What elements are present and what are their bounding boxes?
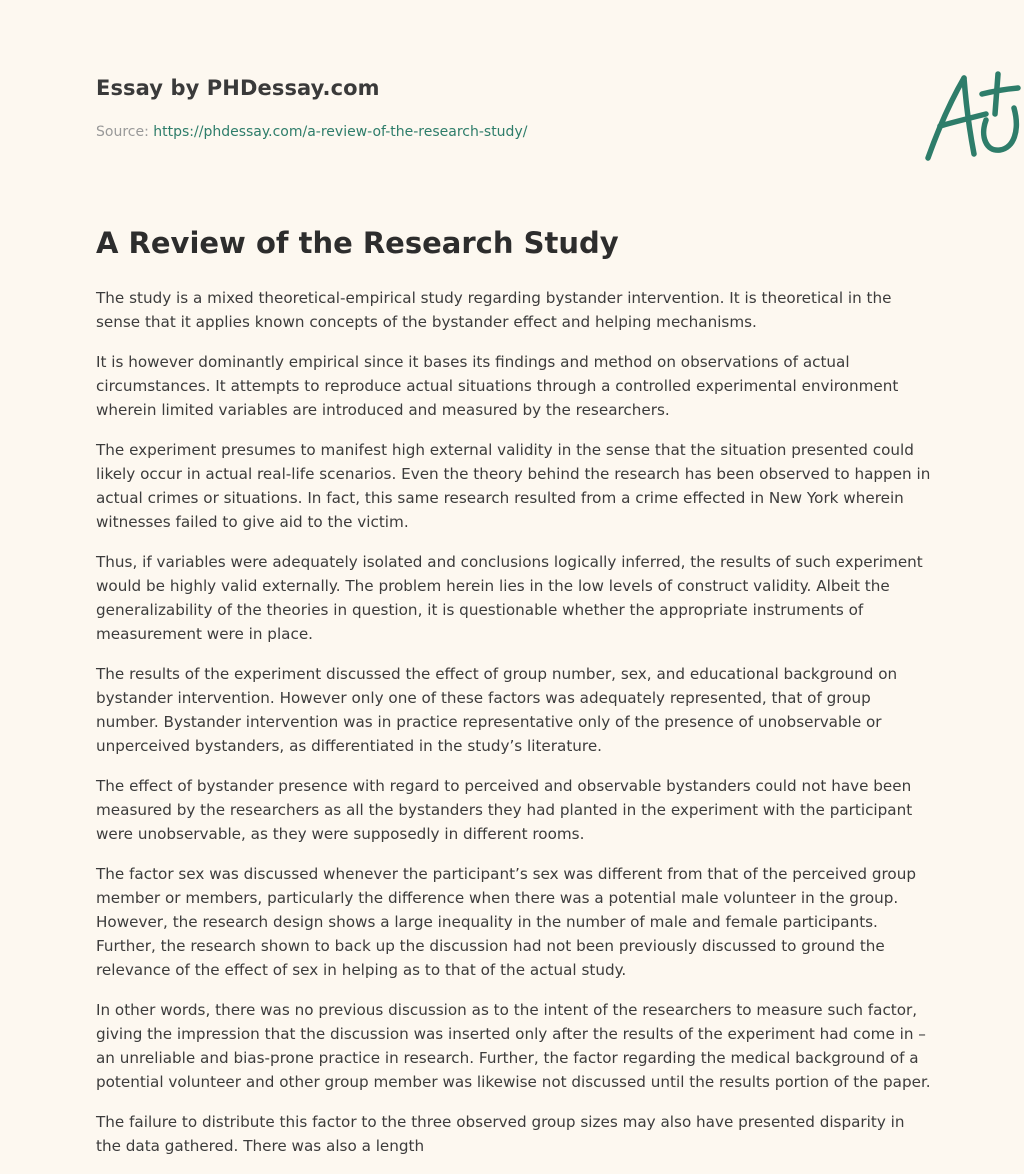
essay-paragraph: In other words, there was no previous discussion as to the intent of the researchers to measure such factor, giving the impression that the discussion was inserted only after the results of the experiment had come in – an unreliable and bias-prone practice in research. Further, the factor regarding the medical background of a potential volunteer and other group member was likewise not discussed until the results portion of the paper. xyxy=(96,1001,931,1091)
essay-paragraph: The effect of bystander presence with regard to perceived and observable bystanders could not have been measured by the researchers as all the bystanders they had planted in the experiment with the participant were unobservable, as they were supposedly in different rooms. xyxy=(96,777,913,843)
source-label: Source: xyxy=(96,124,154,140)
essay-paragraph: Thus, if variables were adequately isolated and conclusions logically inferred, the results of such experiment would be highly valid externally. The problem herein lies in the low levels of construct validity. Albeit the generalizability of the theories in question, it is questionable whether the appropriate instruments of measurement were in place. xyxy=(96,553,923,643)
essay-paragraph: The study is a mixed theoretical-empirical study regarding bystander intervention. It is theoretical in the sense that it applies known concepts of the bystander effect and helping mechanisms. xyxy=(96,289,892,331)
essay-title: A Review of the Research Study xyxy=(96,226,619,260)
source-link[interactable]: https://phdessay.com/a-review-of-the-research-study/ xyxy=(153,124,528,140)
source-line xyxy=(96,124,527,140)
essay-paragraph: The results of the experiment discussed the effect of group number, sex, and educational background on bystander intervention. However only one of these factors was adequately represented, that of group number. Bystander intervention was in practice representative only of the presence of unobservable or unperceived bystanders, as differentiated in the study’s literature. xyxy=(96,665,898,755)
essay-paragraph: It is however dominantly empirical since it bases its findings and method on observations of actual circumstances. It attempts to reproduce actual situations through a controlled experimental environment wherein limited variables are introduced and measured by the researchers. xyxy=(96,353,899,419)
site-title: Essay by PHDessay.com xyxy=(96,76,380,100)
essay-paragraph: The experiment presumes to manifest high external validity in the sense that the situation presented could likely occur in actual real-life scenarios. Even the theory behind the research has been observed to happen in actual crimes or situations. In fact, this same research resulted from a crime effected in New York wherein witnesses failed to give aid to the victim. xyxy=(96,441,931,531)
essay-paragraph: The failure to distribute this factor to the three observed group sizes may also have presented disparity in the data gathered. There was also a length xyxy=(96,1113,905,1155)
a-plus-logo-icon xyxy=(916,68,1024,168)
essay-body xyxy=(96,286,932,1174)
essay-paragraph: The factor sex was discussed whenever the participant’s sex was different from that of the perceived group member or members, particularly the difference when there was a potential male volunteer in the group. However, the research design shows a large inequality in the number of male and female participants. Further, the research shown to back up the discussion had not been previously discussed to ground the relevance of the effect of sex in helping as to that of the actual study. xyxy=(96,865,916,979)
